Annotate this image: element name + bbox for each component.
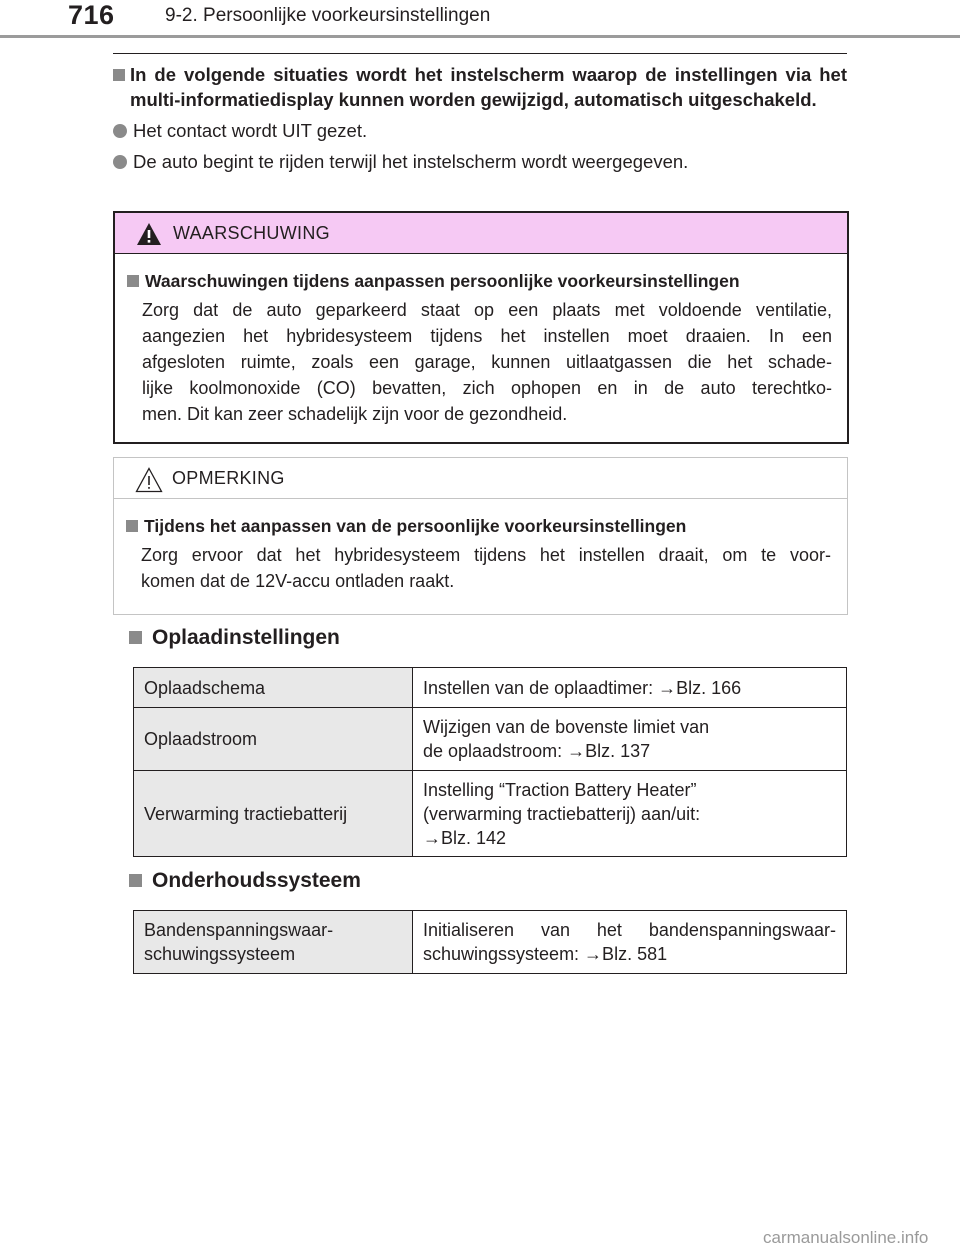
warning-line: men. Dit kan zeer schadelijk zijn voor de gezondheid. [142,404,568,424]
header-divider [0,35,960,38]
caution-triangle-icon [135,467,163,493]
list-item [113,149,847,174]
table-cell-label: Verwarming tractiebatterij [134,771,413,857]
warning-subheading: Waarschuwingen tijdens aanpassen persoonlijke voorkeursinstellingen [127,271,740,292]
table-cell-desc: Instellen van de oplaadtimer: →Blz. 166 [413,668,847,708]
square-bullet-icon [126,520,138,532]
square-bullet-icon [113,69,125,81]
page-number: 716 [68,0,115,30]
table-cell-desc: Initialiseren van het bandenspanningswaar- schuwingssysteem: →Blz. 581 [413,911,847,974]
intro-section [113,62,847,174]
chapter-title: 9-2. Persoonlijke voorkeursinstellingen [165,5,491,26]
warning-line: afgesloten ruimte, zoals een garage, kunnen uitlaatgassen die het schade- [142,352,832,372]
table-cell-label: Oplaadschema [134,668,413,708]
warning-header [115,213,847,254]
list-item-text: Het contact wordt UIT gezet. [133,120,368,141]
section-heading-charging: Oplaadinstellingen [129,626,340,650]
table-row [134,771,847,857]
warning-text [142,297,832,427]
intro-heading-text: In de volgende situaties wordt het instelscherm waarop de instellingen via het multi-informatiedisplay kunnen worden gewijzigd, automatisch uitgeschakeld. [130,64,847,110]
notice-box [113,457,848,615]
table-row [134,911,847,974]
warning-title: WAARSCHUWING [173,223,330,243]
round-bullet-icon [113,155,127,169]
square-bullet-icon [127,275,139,287]
section-heading-maintenance: Onderhoudssysteem [129,869,361,893]
warning-line: lijke koolmonoxide (CO) bevatten, zich ophopen en in de auto terechtko- [142,378,832,398]
intro-heading [113,62,847,112]
square-bullet-icon [129,874,142,887]
notice-line: komen dat de 12V-accu ontladen raakt. [141,571,455,591]
table-cell-label: Oplaadstroom [134,708,413,771]
content-divider [113,53,847,54]
notice-subheading: Tijdens het aanpassen van de persoonlijke voorkeursinstellingen [126,516,686,537]
page-header [0,0,960,38]
square-bullet-icon [129,631,142,644]
table-row [134,708,847,771]
warning-line: aangezien het hybridesysteem tijdens het instellen moet draaien. In een [142,326,832,346]
notice-line: Zorg ervoor dat het hybridesysteem tijdens het instellen draait, om te voor- [141,545,831,565]
round-bullet-icon [113,124,127,138]
list-item [113,118,847,143]
table-cell-desc: Instelling “Traction Battery Heater” (verwarming tractiebatterij) aan/uit: →Blz. 142 [413,771,847,857]
warning-line: Zorg dat de auto geparkeerd staat op een plaats met voldoende ventilatie, [142,300,832,320]
list-item-text: De auto begint te rijden terwijl het instelscherm wordt weergegeven. [133,151,689,172]
warning-box [113,211,849,444]
charging-settings-table [133,667,847,857]
warning-triangle-icon [136,222,162,246]
notice-text [141,542,831,594]
table-row [134,668,847,708]
table-cell-desc: Wijzigen van de bovenste limiet van de oplaadstroom: →Blz. 137 [413,708,847,771]
notice-title: OPMERKING [172,468,285,488]
notice-header [114,458,847,499]
watermark: carmanualsonline.info [763,1228,929,1247]
maintenance-settings-table [133,910,847,974]
table-cell-label: Bandenspanningswaar- schuwingssysteem [134,911,413,974]
